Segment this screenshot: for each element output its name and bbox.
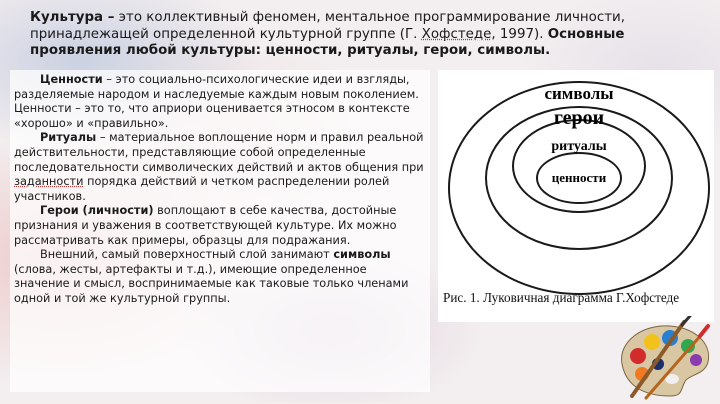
heroes-term: Герои (личности)	[40, 204, 154, 218]
label-heroes: герои	[553, 107, 605, 129]
label-values: ценности	[551, 170, 607, 185]
rituals-word: заданности	[14, 175, 84, 189]
ring-rituals	[513, 120, 645, 212]
symbols-term: символы	[333, 248, 391, 262]
paragraph-values	[14, 73, 424, 131]
figure-panel	[438, 70, 714, 322]
culture-term: Культура –	[30, 10, 115, 25]
culture-definition-1: это коллективный феномен, ментальное программирование личности, принадлежащей определенной культурной группе (Г.	[30, 10, 625, 42]
paragraph-symbols	[14, 248, 424, 306]
paint-palette-icon	[612, 316, 716, 404]
values-text: – это социально-психологические идеи и взгляды, разделяемые народом и наследуемые каждым новым поколением. Ценности – это то, что априори оценивается этносом в контексте «хорошо» и «правильно».	[14, 73, 419, 130]
onion-diagram	[438, 70, 714, 322]
rituals-term: Ритуалы	[40, 131, 97, 145]
label-symbols: символы	[544, 84, 614, 103]
rituals-text-b: порядка действий и четком распределении ролей участников.	[14, 175, 390, 203]
rituals-text-a: – материальное воплощение норм и правил реальной действительности, представляющие собой определенные последовательности символических действий и актов общения при	[14, 131, 424, 174]
symbols-text: (слова, жесты, артефакты и т.д.), имеющие определенное значение и смысл, воспринимаемые как таковые только членами одной и той же культурной группы.	[14, 262, 409, 305]
values-term: Ценности	[40, 73, 103, 86]
body-text	[14, 73, 424, 307]
culture-definition-2: , 1997).	[491, 26, 548, 42]
author-name: Хофстеде	[421, 26, 492, 42]
symbols-intro: Внешний, самый поверхностный слой занимают	[40, 248, 334, 262]
label-rituals: ритуалы	[551, 139, 607, 154]
culture-manifestations: Основные проявления любой культуры: ценности, ритуалы, герои, символы.	[30, 26, 625, 58]
paragraph-heroes	[14, 204, 424, 248]
slide-header	[30, 10, 690, 60]
figure-caption: Рис. 1. Луковичная диаграмма Г.Хофстеде	[443, 290, 680, 305]
heroes-text: воплощают в себе качества, достойные признания и уважения в соответствующей культуре. Их можно рассматривать как примеры, образцы для подражания.	[14, 204, 397, 247]
paragraph-rituals	[14, 131, 424, 204]
